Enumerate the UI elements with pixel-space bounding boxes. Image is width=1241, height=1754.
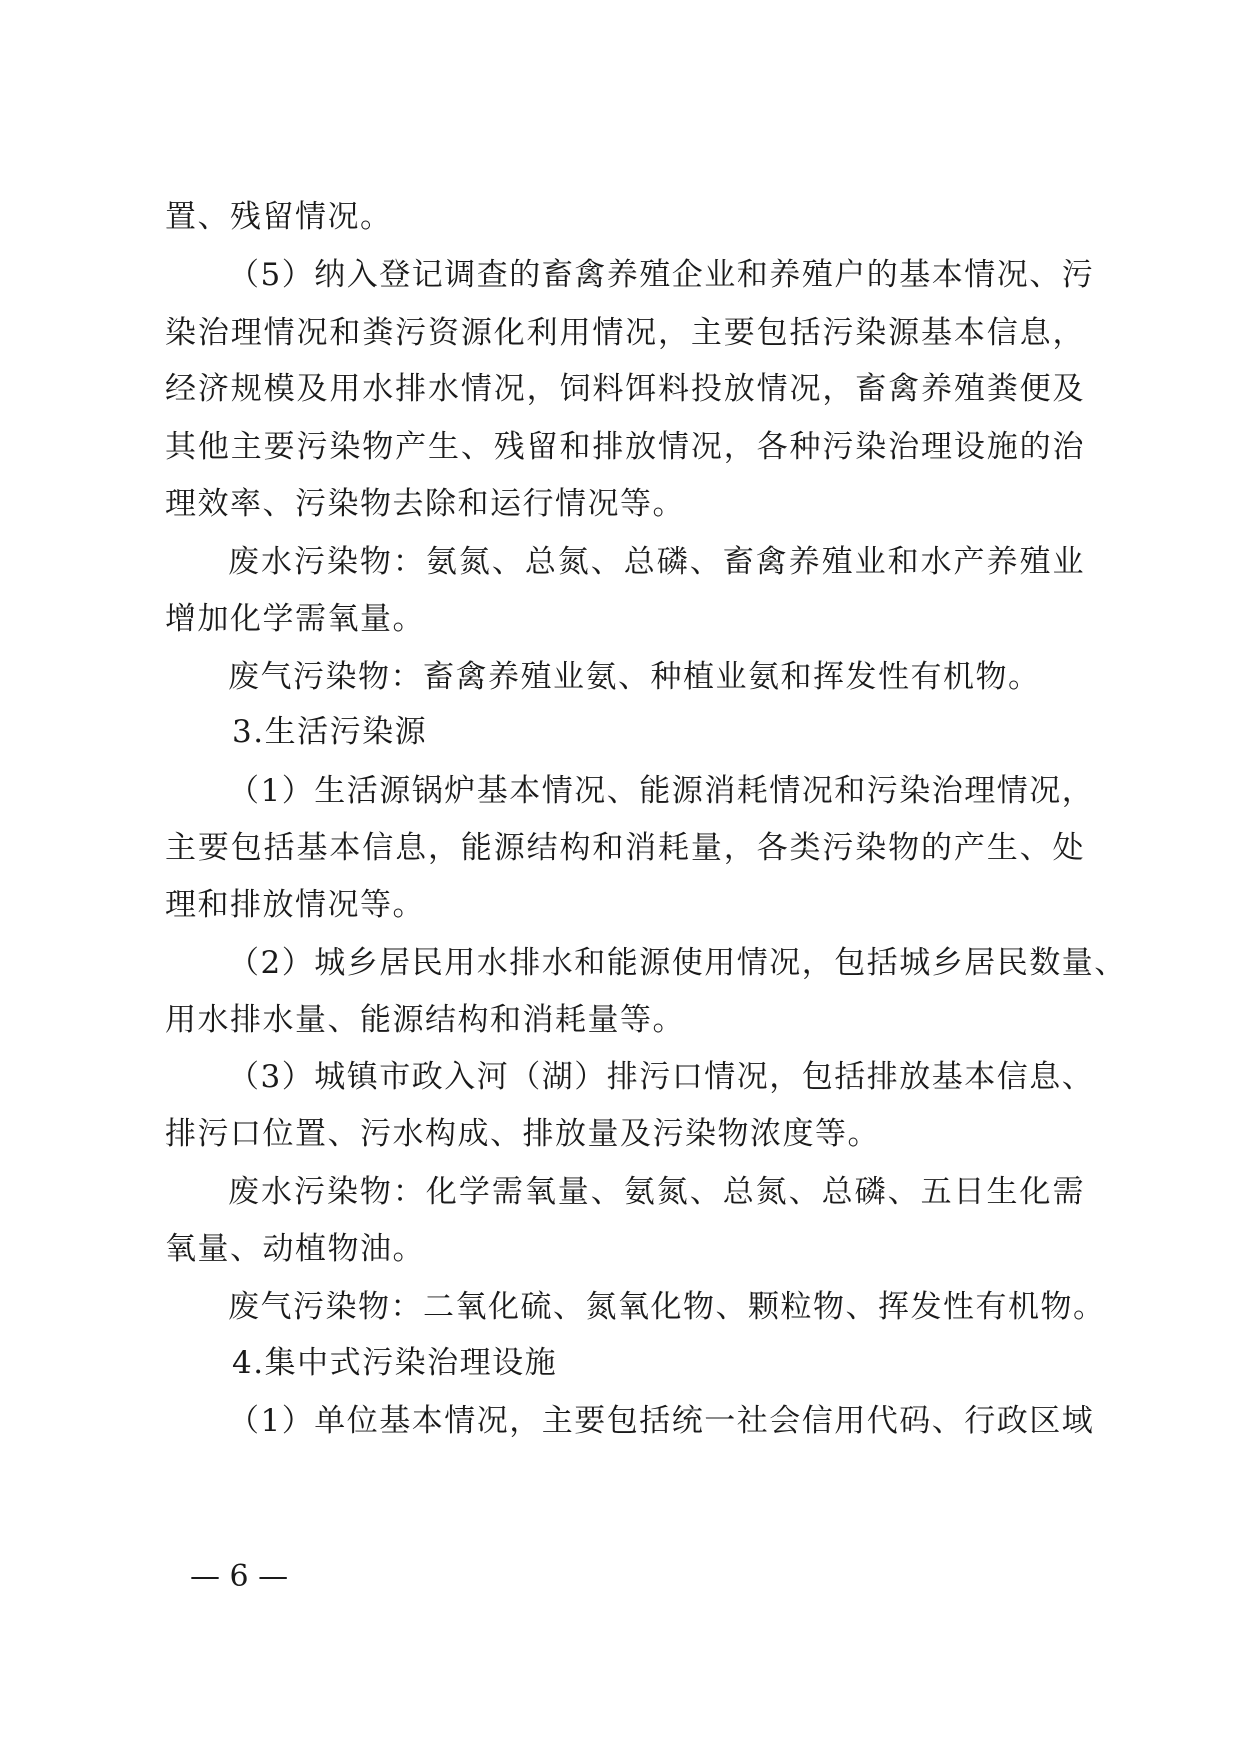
text-line: 增加化学需氧量。 <box>165 601 425 637</box>
text-line: 经济规模及用水排水情况，饲料饵料投放情况，畜禽养殖粪便及 <box>165 371 1085 407</box>
page-number: — 6 — <box>190 1559 289 1594</box>
paragraph-item-3: （3）城镇市政入河（湖）排污口情况，包括排放基本信息、 <box>228 1059 1095 1095</box>
section-heading-4: 4.集中式污染治理设施 <box>232 1345 558 1381</box>
paragraph-item-1: （1）生活源锅炉基本情况、能源消耗情况和污染治理情况， <box>228 773 1095 809</box>
paragraph-item-5: （5）纳入登记调查的畜禽养殖企业和养殖户的基本情况、污 <box>228 257 1095 293</box>
text-line: 置、残留情况。 <box>165 199 393 235</box>
text-line: 染治理情况和粪污资源化利用情况，主要包括污染源基本信息， <box>165 315 1085 351</box>
exhaust-pollutants-line: 废气污染物：畜禽养殖业氨、种植业氨和挥发性有机物。 <box>228 659 1041 695</box>
text-line: 排污口位置、污水构成、排放量及污染物浓度等。 <box>165 1116 880 1152</box>
paragraph-item-1: （1）单位基本情况，主要包括统一社会信用代码、行政区域 <box>228 1403 1095 1439</box>
text-line: 理和排放情况等。 <box>165 887 425 923</box>
paragraph-item-2: （2）城乡居民用水排水和能源使用情况，包括城乡居民数量、 <box>228 945 1127 981</box>
wastewater-pollutants-line: 废水污染物：化学需氧量、氨氮、总氮、总磷、五日生化需 <box>228 1174 1085 1210</box>
text-line: 其他主要污染物产生、残留和排放情况，各种污染治理设施的治 <box>165 429 1085 465</box>
wastewater-pollutants-line: 废水污染物：氨氮、总氮、总磷、畜禽养殖业和水产养殖业 <box>228 544 1085 580</box>
text-line: 氧量、动植物油。 <box>165 1231 425 1267</box>
text-line: 主要包括基本信息，能源结构和消耗量，各类污染物的产生、处 <box>165 830 1085 866</box>
text-line: 用水排水量、能源结构和消耗量等。 <box>165 1002 685 1038</box>
exhaust-pollutants-line: 废气污染物：二氧化硫、氮氧化物、颗粒物、挥发性有机物。 <box>228 1289 1106 1325</box>
text-line: 理效率、污染物去除和运行情况等。 <box>165 486 685 522</box>
section-heading-3: 3.生活污染源 <box>232 714 428 750</box>
